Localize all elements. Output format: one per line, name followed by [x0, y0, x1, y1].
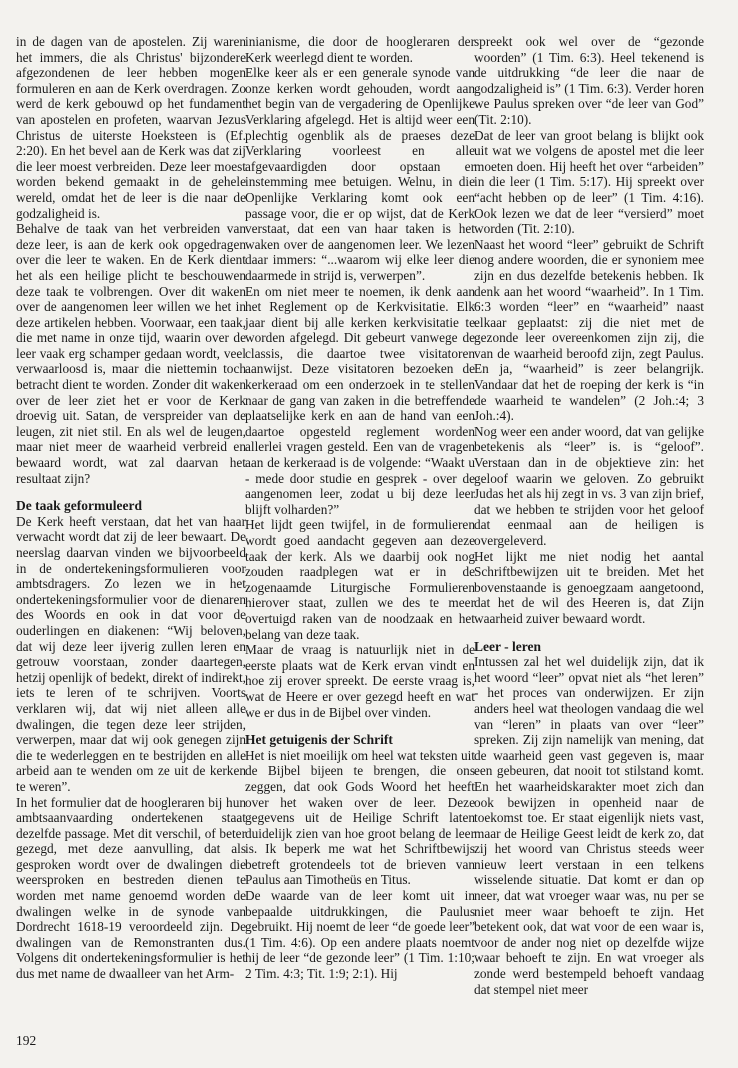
paragraph: Intussen zal het wel duidelijk zijn, dat ik het woord “leer” opvat niet als “het leren” - het proces van onderwijzen. Er zijn anders heel wat theologen vandaag die wel van “leren” in plaats van over “leer” spreken. Zij zijn namelijk van mening, dat de waarheid geen vast gegeven is, maar een gebeuren, dat nooit tot stilstand komt. En het waarheidskarakter moet zich dan ook bewijzen in openheid naar de toekomst toe. Er staat eigenlijk niets vast, maar de Heilige Geest leidt de kerk zo, dat zij het woord van Christus steeds weer nieuw leert verstaan in een telkens wisselende situatie. Dat komt er dan op neer, dat wat vroeger waar was, nu per se niet meer waar behoeft te zijn. Het betekent ook, dat wat voor de een waar is, voor de ander nog niet op dezelfde wijze waar behoeft te zijn. En wat vroeger als zonde werd bestempeld behoeft vandaag dat stempel niet meer [474, 654, 704, 997]
column-3 [474, 34, 704, 997]
paragraph: En om niet meer te noemen, ik denk aan het Reglement op de Kerkvisitatie. Elk jaar dient bij alle kerken kerkvisitatie te worden afgelegd. Dit gebeurt vanwege de classis, die daartoe twee visitatoren aanwijst. Deze visitatoren bezoeken de kerkeraad om een onderzoek in te stellen naar de gang van zaken in die betreffende plaatselijke kerk en aan de hand van een daartoe opgesteld reglement worden allerlei vragen gesteld. Een van de vragen aan de kerkeraad is de volgende: “Waakt u - mede door studie en gesprek - over de aangenomen leer, zodat u bij deze leer blijft volharden?” [245, 283, 475, 517]
page-number: 192 [16, 1033, 37, 1048]
paragraph: Maar de vraag is natuurlijk niet in de eerste plaats wat de Kerk ervan vindt en hoe zij erover spreekt. De eerste vraag is, wat de Heere er over gezegd heeft en wat we er dus in de Bijbel over vinden. [245, 642, 475, 720]
column-2 [245, 34, 475, 982]
paragraph: Het is niet moeilijk om heel wat teksten uit de Bijbel bijeen te brengen, die ons zeggen, dat ook Gods Woord het heeft over het waken over de leer. Deze gegevens uit de Heilige Schrift laten duidelijk zien van hoe groot belang de leer is. Ik beperk me wat het Schriftbewijs betreft grotendeels tot de brieven van Paulus aan Timotheüs en Titus. [245, 747, 475, 888]
paragraph: De waarde van de leer komt uit in bepaalde uitdrukkingen, die Paulus gebruikt. Hij noemt de leer “de goede leer” (1 Tim. 4:6). Op een andere plaats noemt hij de leer “de gezonde leer” (1 Tim. 1:10; 2 Tim. 4:3; Tit. 1:9; 2:1). Hij [245, 888, 475, 982]
paragraph: Dat de leer van groot belang is blijkt ook uit wat we volgens de apostel met die leer moeten doen. Hij heeft het over “arbeiden” in die leer (1 Tim. 5:17). Hij spreekt over “acht hebben op de leer” (1 Tim. 4:16). Ook lezen we dat de leer “versierd” moet worden (Tit. 2:10). [474, 127, 704, 237]
section-heading: Leer - leren [474, 638, 541, 654]
paragraph: In het formulier dat de hoogleraren bij hun ambtsaanvaarding ondertekenen staat dezelfde passage. Met dit verschil, of beter gezegd, met deze aanvulling, dat als gesproken wordt over de dwalingen die weersproken en bestreden dienen te worden met name genoemd worden de dwalingen welke in de synode van Dordrecht 1618-19 veroordeeld zijn. De dwalingen van de Remonstranten dus. Volgens dit ondertekeningsformulier is het dus met name de dwaalleer van het Arm- [16, 794, 246, 982]
paragraph: Nog weer een ander woord, dat van gelijke betekenis als “leer” is. is “geloof”. Verstaan dan in de objektieve zin: het geloof waarin we geloven. Zo gebruikt Judas het als hij zegt in vs. 3 van zijn brief, dat we hebben te strijden voor het geloof dat eenmaal aan de heiligen is overgeleverd. [474, 423, 704, 548]
paragraph: spreekt ook wel over de “gezonde woorden” (1 Tim. 6:3). Heel tekenend is de uitdrukking “de leer die naar de godzaligheid is” (1 Tim. 6:3). Verder horen we Paulus spreken over “de leer van God” (Tit. 2:10). [474, 34, 704, 127]
paragraph: Elke keer als er een generale synode van onze kerken wordt gehouden, wordt aan het begin van de vergadering de Openlijke Verklaring afgelegd. Het is altijd weer een plechtig ogenblik als de praeses deze Verklaring voorleest en alle afgevaardigden door opstaan er instemming mee betuigen. Welnu, in die Openlijke Verklaring komt ook een passage voor, die er op wijst, dat de Kerk verstaat, dat een van haar taken is het waken over de aangenomen leer. We lezen daar immers: “...waarom wij elke leer die daarmede in strijd is, verwerpen”. [245, 65, 475, 283]
paragraph: De Kerk heeft verstaan, dat het van haar verwacht wordt dat zij de leer bewaart. De neerslag daarvan vinden we bijvoorbeeld in de ondertekeningsformulieren voor ambtsdragers. Zo lezen we in het ondertekeningsformulier voor de dienaren des Woords en ook in dat voor de ouderlingen en diakenen: “Wij beloven, dat wij deze leer ijverig zullen leren en getrouw voorstaan, zonder daartegen, hetzij openlijk of bedekt, direkt of indirekt, iets te leren of te schrijven. Voorts verklaren wij, dat wij niet alleen alle dwalingen, die tegen deze leer strijden, verwerpen, maar dat wij ook genegen zijn die te wederleggen en te bestrijden en alle arbeid aan te wenden om ze uit de kerken te weren”. [16, 513, 246, 794]
section-heading: Het getuigenis der Schrift [245, 732, 393, 748]
section-heading: De taak geformuleerd [16, 498, 142, 514]
paragraph: Het lijkt me niet nodig het aantal Schriftbewijzen uit te breiden. Met het bovenstaande is genoegzaam aangetoond, dat het de wil des Heeren is, dat Zijn waarheid zuiver bewaard wordt. [474, 548, 704, 626]
paragraph: Naast het woord “leer” gebruikt de Schrift nog andere woorden, die er synoniem mee zijn en dus dezelfde betekenis hebben. Ik denk aan het woord “waarheid”. In 1 Tim. 6:3 worden “leer” en “waarheid” naast elkaar geplaatst: zij die niet met de gezonde leer overeenkomen zijn zij, die van de waarheid beroofd zijn, zegt Paulus. En ja, “waarheid” is zeer belangrijk. Vandaar dat het de roeping der kerk is “in de waarheid te wandelen” (2 Joh.:4; 3 Joh.:4). [474, 236, 704, 424]
paragraph: in de dagen van de apostelen. Zij waren het immers, die als Christus' bijzondere afgezondenen de leer hebben mogen formuleren en aan de Kerk overdragen. Zo werd de kerk gebouwd op het fundament van apostelen en profeten, waarvan Jezus Christus de uiterste Hoeksteen is (Ef. 2:20). En het bevel aan de Kerk was dat zij die leer moest verbreiden. Deze leer moest worden bekend gemaakt in de gehele wereld, omdat het de leer is die naar de godzaligheid is. [16, 34, 246, 221]
paragraph: Behalve de taak van het verbreiden van deze leer, is aan de kerk ook opgedragen over die leer te waken. En de Kerk dient het als een heilige plicht te beschouwen deze taak te volbrengen. Over dit waken over de aangenomen leer willen we het in deze artikelen hebben. Voorwaar, een taak, die met name in onze tijd, waarin over de leer vaak erg schamper gedaan wordt, veel verwaarloosd is, maar die niettemin toch betracht dient te worden. Zonder dit waken over de leer ziet het er voor de Kerk droevig uit. Satan, de verspreider van de leugen, zit niet stil. En als wel de leugen, maar niet meer de waarheid verbreid en bewaard wordt, wat zal daarvan het resultaat zijn? [16, 221, 246, 486]
paragraph: Het lijdt geen twijfel, in de formulieren wordt goed aandacht gegeven aan deze taak der kerk. Als we daarbij ook nog zouden raadplegen wat er in de zogenaamde Liturgische Formulieren hierover staat, zullen we des te meer overtuigd raken van de noodzaak en het belang van deze taak. [245, 517, 475, 642]
paragraph: inianisme, die door de hoogleraren der Kerk weerlegd dient te worden. [245, 34, 475, 65]
column-1 [16, 34, 246, 982]
